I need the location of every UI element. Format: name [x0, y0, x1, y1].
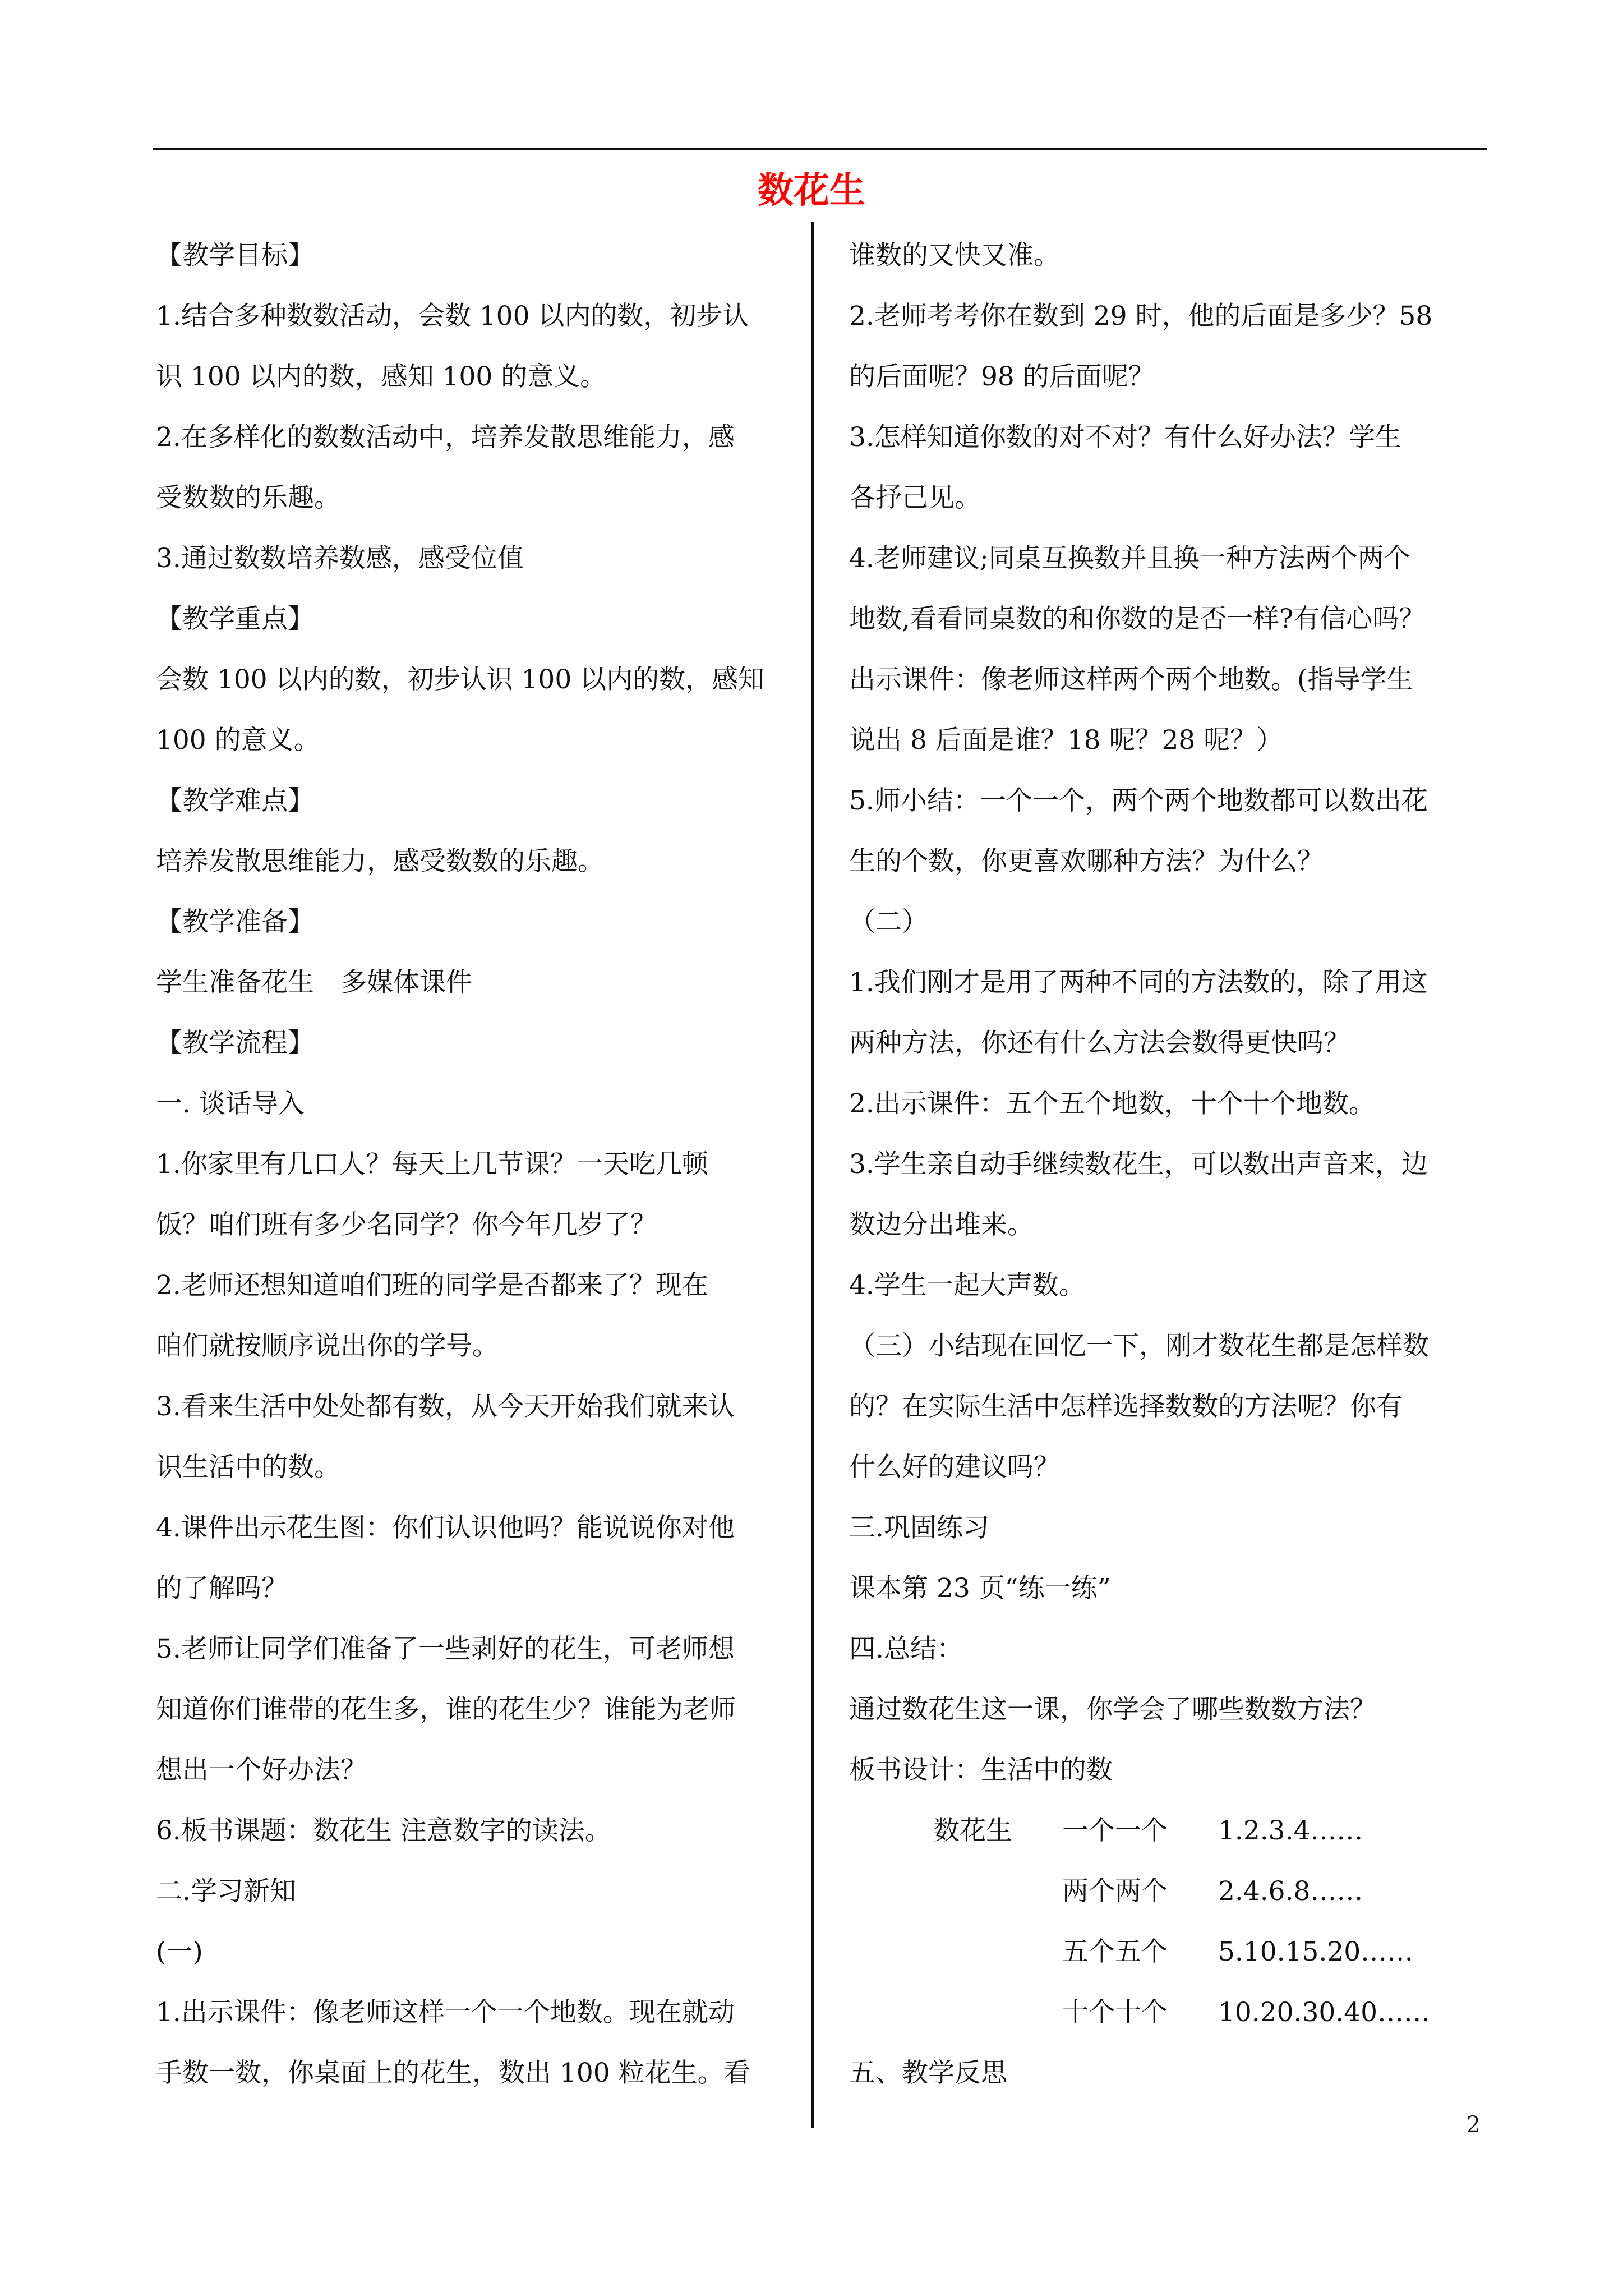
board-sequence: 5.10.15.20…… [1218, 1936, 1414, 1967]
text-line: 1.我们刚才是用了两种不同的方法数的，除了用这 [849, 967, 1428, 998]
text-line: 【教学重点】 [156, 604, 314, 634]
text-line: 5.师小结：一个一个，两个两个地数都可以数出花 [849, 785, 1428, 816]
text-line: 课本第 23 页“练一练” [849, 1573, 1111, 1604]
board-row [849, 1922, 1483, 1982]
text-line: (一) [156, 1936, 203, 1967]
text-line: 生的个数，你更喜欢哪种方法？为什么？ [849, 846, 1324, 877]
board-method: 一个一个 [1062, 1815, 1168, 1846]
text-line: 2.老师还想知道咱们班的同学是否都来了？现在 [156, 1270, 708, 1301]
board-row [849, 1801, 1483, 1861]
text-line: 【教学准备】 [156, 907, 314, 937]
text-line: 1.你家里有几口人？每天上几节课？一天吃几顿 [156, 1149, 708, 1180]
text-line: 的后面呢？98 的后面呢？ [849, 361, 1155, 392]
text-line: 的？在实际生活中怎样选择数数的方法呢？你有 [849, 1391, 1403, 1422]
text-line: 识生活中的数。 [156, 1452, 340, 1483]
text-line: 受数数的乐趣。 [156, 482, 340, 513]
right-column [849, 226, 1483, 2104]
text-line: 出示课件：像老师这样两个两个地数。(指导学生 [849, 664, 1413, 695]
header-rule [153, 148, 1487, 150]
text-line: 2.出示课件：五个五个地数，十个十个地数。 [849, 1088, 1375, 1119]
section-heading: 五、教学反思 [849, 2058, 1007, 2088]
board-method: 两个两个 [1062, 1876, 1168, 1907]
board-sequence: 1.2.3.4…… [1218, 1815, 1363, 1846]
text-line: 的了解吗？ [156, 1573, 288, 1604]
text-line: 板书设计：生活中的数 [849, 1755, 1113, 1786]
text-line: 培养发散思维能力，感受数数的乐趣。 [156, 846, 604, 877]
board-row [849, 1982, 1483, 2043]
board-sequence: 10.20.30.40…… [1218, 1997, 1431, 2028]
text-line: 3.怎样知道你数的对不对？有什么好办法？学生 [849, 422, 1401, 453]
text-line: 咱们就按顺序说出你的学号。 [156, 1331, 499, 1361]
text-line: 三.巩固练习 [849, 1512, 989, 1543]
text-line: 谁数的又快又准。 [849, 240, 1060, 271]
text-line: 说出 8 后面是谁？18 呢？28 呢？） [849, 725, 1283, 756]
text-line: 会数 100 以内的数，初步认识 100 以内的数，感知 [156, 664, 765, 695]
text-line: 饭？咱们班有多少名同学？你今年几岁了？ [156, 1209, 657, 1240]
text-line: 【教学目标】 [156, 240, 314, 271]
text-line: （二） [849, 907, 928, 937]
text-line: 3.通过数数培养数感，感受位值 [156, 543, 524, 574]
text-line: 4.老师建议;同桌互换数并且换一种方法两个两个 [849, 543, 1410, 574]
column-divider [811, 222, 814, 2128]
text-line: 数边分出堆来。 [849, 1209, 1034, 1240]
text-line: 手数一数，你桌面上的花生，数出 100 粒花生。看 [156, 2058, 750, 2088]
board-method: 五个五个 [1062, 1936, 1168, 1967]
text-line: 什么好的建议吗？ [849, 1452, 1060, 1483]
text-line: 地数,看看同桌数的和你数的是否一样?有信心吗？ [849, 604, 1426, 634]
text-line: 两种方法，你还有什么方法会数得更快吗？ [849, 1028, 1350, 1059]
text-line: 想出一个好办法？ [156, 1755, 367, 1786]
text-line: 4.学生一起大声数。 [849, 1270, 1085, 1301]
document-title: 数花生 [758, 170, 865, 211]
board-method: 十个十个 [1062, 1997, 1168, 2028]
text-line: 3.看来生活中处处都有数，从今天开始我们就来认 [156, 1391, 735, 1422]
text-line: 一. 谈话导入 [156, 1088, 305, 1119]
text-line: 通过数花生这一课，你学会了哪些数数方法？ [849, 1694, 1376, 1725]
page-number: 2 [1466, 2112, 1481, 2138]
text-line: 1.出示课件：像老师这样一个一个地数。现在就动 [156, 1997, 735, 2028]
board-label: 数花生 [933, 1815, 1012, 1846]
text-line: 4.课件出示花生图：你们认识他吗？能说说你对他 [156, 1512, 735, 1543]
text-line: 2.在多样化的数数活动中，培养发散思维能力，感 [156, 422, 735, 453]
text-line: 【教学流程】 [156, 1028, 314, 1059]
text-line: 【教学难点】 [156, 785, 314, 816]
text-line: 知道你们谁带的花生多，谁的花生少？谁能为老师 [156, 1694, 736, 1725]
left-column [156, 226, 793, 2104]
text-line: 100 的意义。 [156, 725, 320, 756]
text-line: 四.总结： [849, 1634, 963, 1664]
text-line: 1.结合多种数数活动，会数 100 以内的数，初步认 [156, 301, 749, 332]
board-sequence: 2.4.6.8…… [1218, 1876, 1363, 1907]
text-line: 6.板书课题：数花生 注意数字的读法。 [156, 1815, 611, 1846]
text-line: 学生准备花生 多媒体课件 [156, 967, 472, 998]
text-line: 各抒己见。 [849, 482, 981, 513]
text-line: 二.学习新知 [156, 1876, 296, 1907]
text-line: 5.老师让同学们准备了一些剥好的花生，可老师想 [156, 1634, 735, 1664]
text-line: 2.老师考考你在数到 29 时，他的后面是多少？58 [849, 301, 1433, 332]
board-row [849, 1861, 1483, 1922]
text-line: 3.学生亲自动手继续数花生，可以数出声音来，边 [849, 1149, 1428, 1180]
text-line: （三）小结现在回忆一下，刚才数花生都是怎样数 [849, 1331, 1429, 1361]
text-line: 识 100 以内的数，感知 100 的意义。 [156, 361, 607, 392]
